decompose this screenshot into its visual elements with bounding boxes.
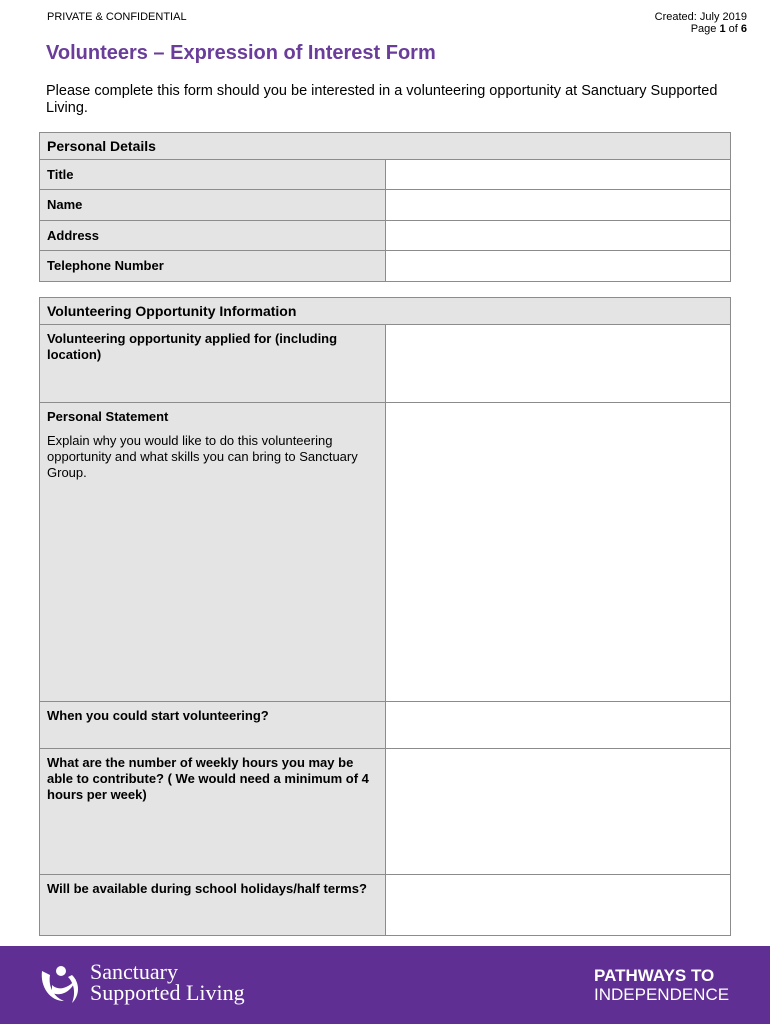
page-title: Volunteers – Expression of Interest Form	[46, 42, 436, 64]
footer-banner	[0, 946, 770, 1024]
personal-statement-label: Personal Statement	[47, 409, 169, 424]
sanctuary-logo-icon	[38, 963, 84, 1007]
page-indicator	[655, 23, 747, 35]
address-label: Address	[40, 221, 386, 251]
personal-statement-field[interactable]	[385, 403, 731, 702]
confidential-notice: PRIVATE & CONFIDENTIAL	[47, 11, 187, 23]
intro-text: Please complete this form should you be interested in a volunteering opportunity at Sanctuary Supported Living.	[46, 83, 718, 116]
document-meta	[655, 11, 747, 35]
opportunity-heading: Volunteering Opportunity Information	[40, 298, 731, 325]
name-field[interactable]	[385, 190, 731, 221]
start-field[interactable]	[385, 702, 731, 749]
school-holidays-label: Will be available during school holidays/half terms?	[40, 875, 386, 936]
brand-line-2: Supported Living	[90, 980, 245, 1005]
tagline	[594, 966, 729, 1004]
brand-line-1: Sanctuary	[90, 959, 178, 984]
personal-statement-cell	[40, 403, 386, 702]
page-of: of	[725, 23, 741, 35]
applied-for-label: Volunteering opportunity applied for (including location)	[40, 325, 386, 403]
brand-name	[90, 961, 245, 1003]
tagline-line-2: INDEPENDENCE	[594, 985, 730, 1004]
telephone-field[interactable]	[385, 251, 731, 282]
tagline-line-1: PATHWAYS TO	[594, 966, 715, 985]
personal-details-table	[39, 132, 731, 282]
page-total: 6	[740, 23, 747, 35]
applied-for-field[interactable]	[385, 325, 731, 403]
personal-statement-description: Explain why you would like to do this volunteering opportunity and what skills you can bring to Sanctuary Group.	[47, 433, 358, 480]
weekly-hours-label: What are the number of weekly hours you may be able to contribute? ( We would need a minimum of 4 hours per week)	[40, 749, 386, 875]
address-field[interactable]	[385, 221, 731, 251]
title-label: Title	[40, 160, 386, 190]
weekly-hours-field[interactable]	[385, 749, 731, 875]
created-date: Created: July 2019	[654, 11, 747, 23]
page-prefix: Page	[690, 23, 720, 35]
school-holidays-field[interactable]	[385, 875, 731, 936]
telephone-label: Telephone Number	[40, 251, 386, 282]
page-number: 1	[719, 23, 726, 35]
volunteering-opportunity-table	[39, 297, 731, 936]
name-label: Name	[40, 190, 386, 221]
start-label: When you could start volunteering?	[40, 702, 386, 749]
personal-details-heading: Personal Details	[40, 133, 731, 160]
title-field[interactable]	[385, 160, 731, 190]
